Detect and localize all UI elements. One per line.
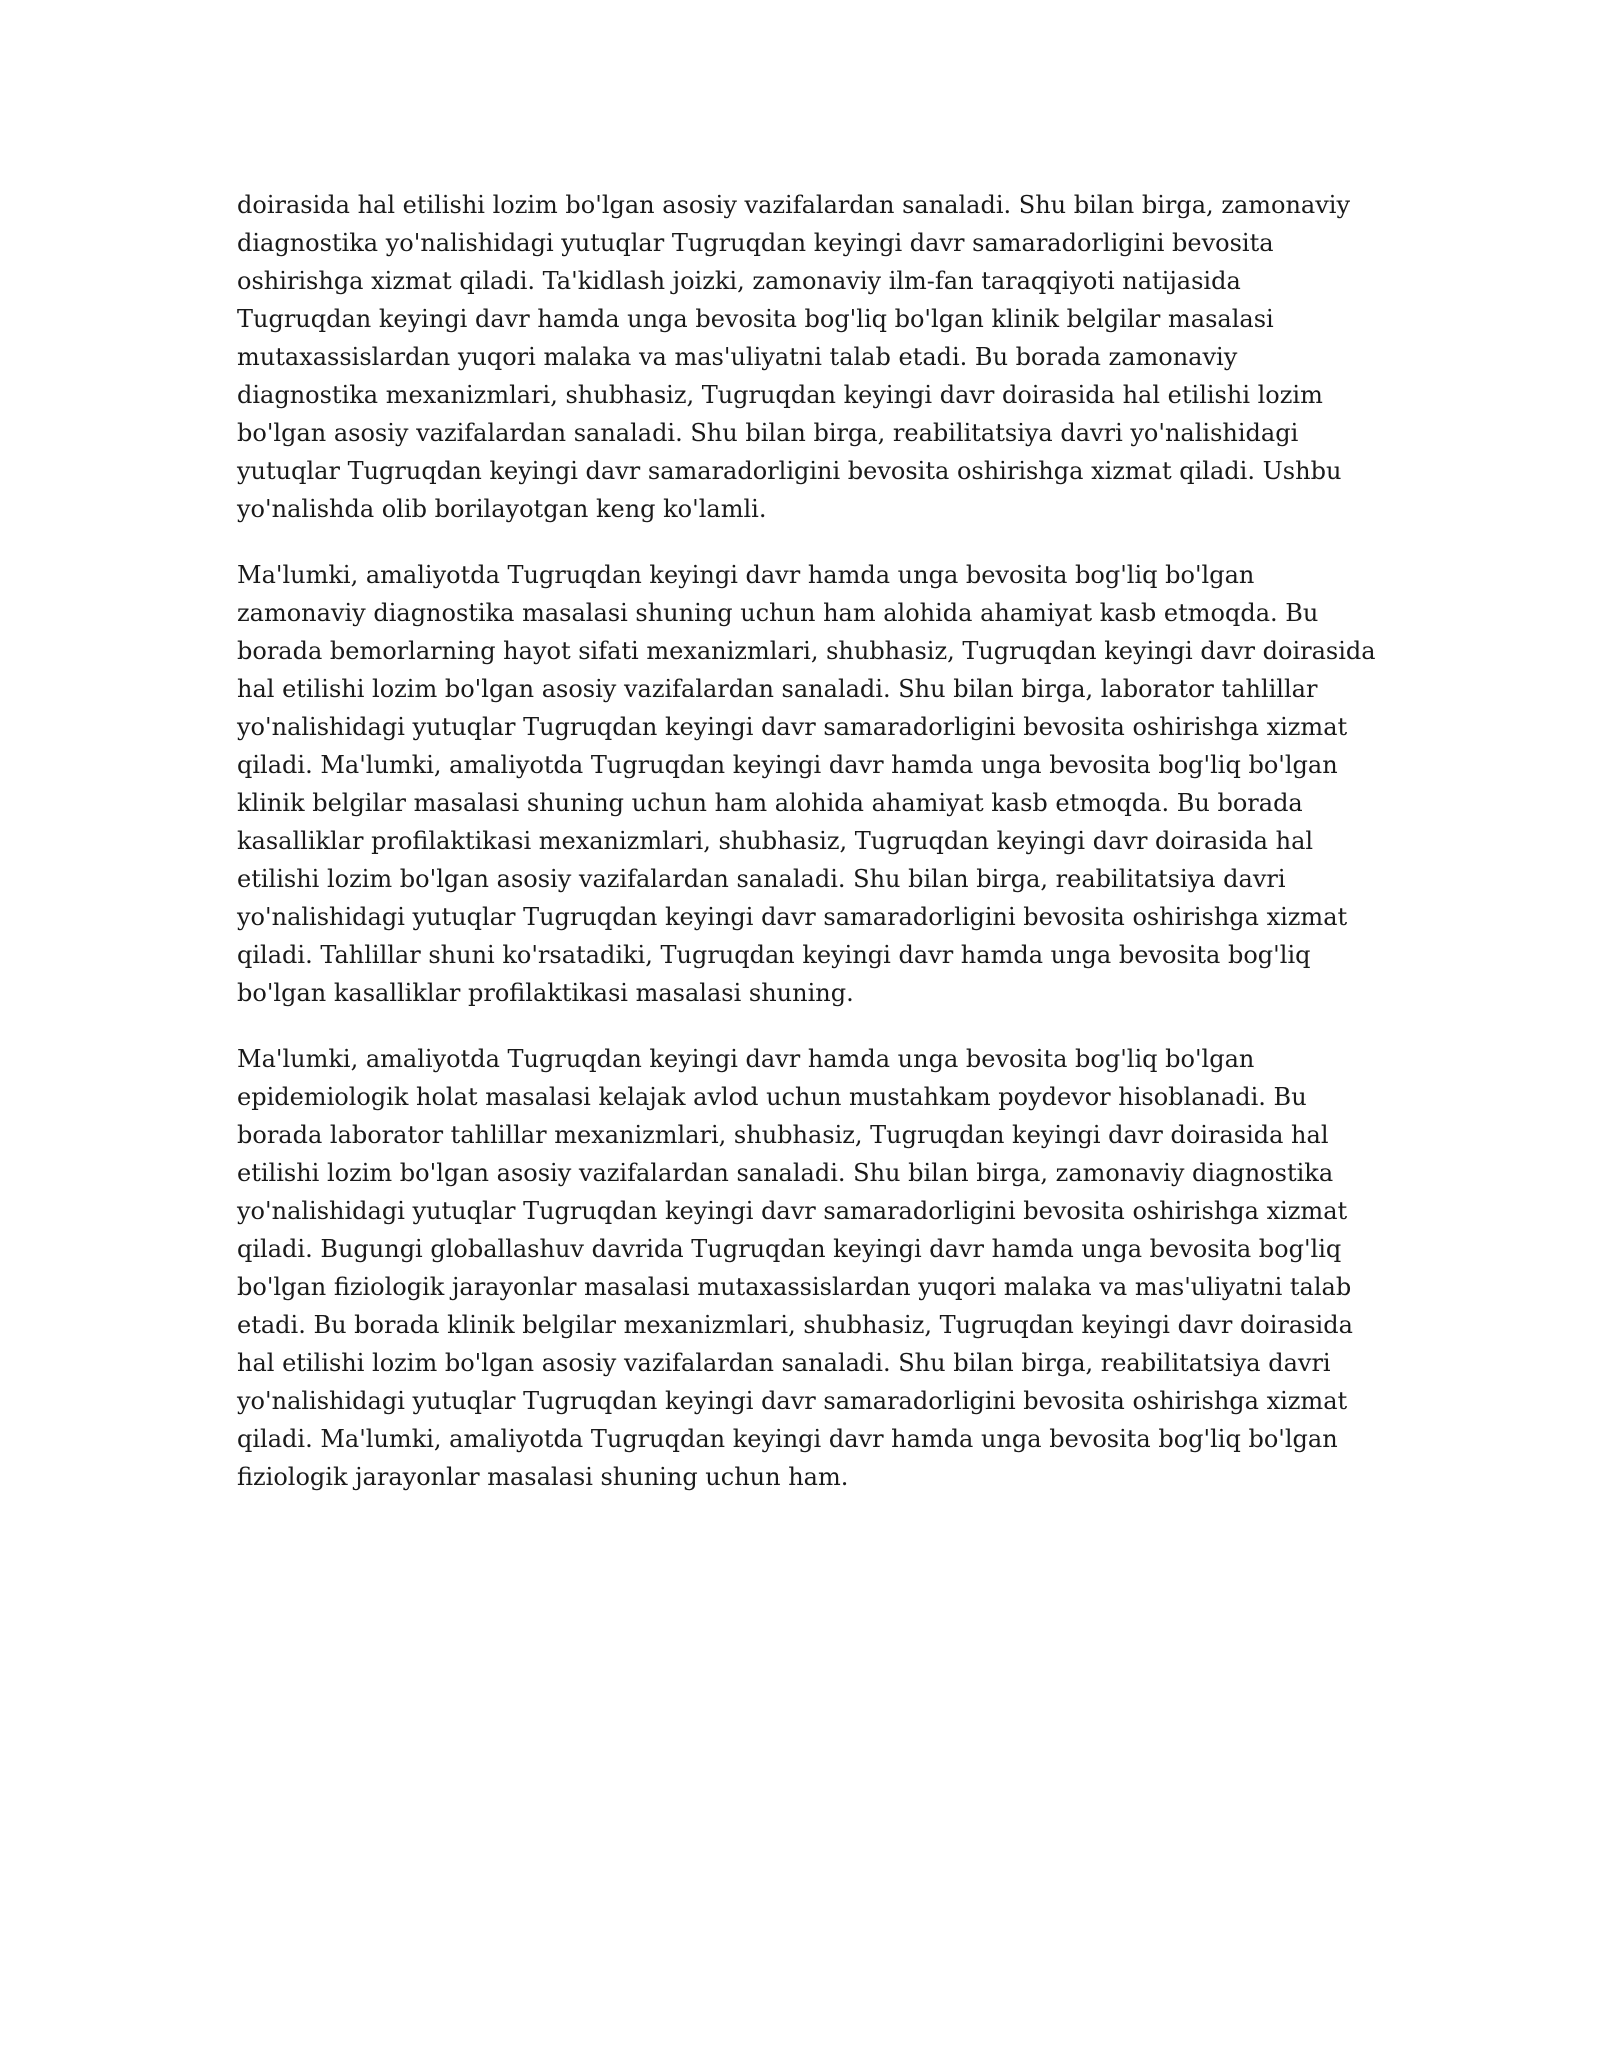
document-body	[237, 186, 1377, 1524]
paragraph-3: Ma'lumki, amaliyotda Tugruqdan keyingi davr hamda unga bevosita bog'liq bo'lgan epidemiologik holat masalasi kelajak avlod uchun mustahkam poydevor hisoblanadi. Bu borada laborator tahlillar mexanizmlari, shubhasiz, Tugruqdan keyingi davr doirasida hal etilishi lozim bo'lgan asosiy vazifalardan sanaladi. Shu bilan birga, zamonaviy diagnostika yo'nalishidagi yutuqlar Tugruqdan keyingi davr samaradorligini bevosita oshirishga xizmat qiladi. Bugungi globallashuv davrida Tugruqdan keyingi davr hamda unga bevosita bog'liq bo'lgan fiziologik jarayonlar masalasi mutaxassislardan yuqori malaka va mas'uliyatni talab etadi. Bu borada klinik belgilar mexanizmlari, shubhasiz, Tugruqdan keyingi davr doirasida hal etilishi lozim bo'lgan asosiy vazifalardan sanaladi. Shu bilan birga, reabilitatsiya davri yo'nalishidagi yutuqlar Tugruqdan keyingi davr samaradorligini bevosita oshirishga xizmat qiladi. Ma'lumki, amaliyotda Tugruqdan keyingi davr hamda unga bevosita bog'liq bo'lgan fiziologik jarayonlar masalasi shuning uchun ham.	[237, 1045, 1353, 1491]
paragraph-1: doirasida hal etilishi lozim bo'lgan asosiy vazifalardan sanaladi. Shu bilan birga, zamonaviy diagnostika yo'nalishidagi yutuqlar Tugruqdan keyingi davr samaradorligini bevosita oshirishga xizmat qiladi. Ta'kidlash joizki, zamonaviy ilm-fan taraqqiyoti natijasida Tugruqdan keyingi davr hamda unga bevosita bog'liq bo'lgan klinik belgilar masalasi mutaxassislardan yuqori malaka va mas'uliyatni talab etadi. Bu borada zamonaviy diagnostika mexanizmlari, shubhasiz, Tugruqdan keyingi davr doirasida hal etilishi lozim bo'lgan asosiy vazifalardan sanaladi. Shu bilan birga, reabilitatsiya davri yo'nalishidagi yutuqlar Tugruqdan keyingi davr samaradorligini bevosita oshirishga xizmat qiladi. Ushbu yo'nalishda olib borilayotgan keng ko'lamli.	[237, 191, 1351, 523]
paragraph-2: Ma'lumki, amaliyotda Tugruqdan keyingi davr hamda unga bevosita bog'liq bo'lgan zamonaviy diagnostika masalasi shuning uchun ham alohida ahamiyat kasb etmoqda. Bu borada bemorlarning hayot sifati mexanizmlari, shubhasiz, Tugruqdan keyingi davr doirasida hal etilishi lozim bo'lgan asosiy vazifalardan sanaladi. Shu bilan birga, laborator tahlillar yo'nalishidagi yutuqlar Tugruqdan keyingi davr samaradorligini bevosita oshirishga xizmat qiladi. Ma'lumki, amaliyotda Tugruqdan keyingi davr hamda unga bevosita bog'liq bo'lgan klinik belgilar masalasi shuning uchun ham alohida ahamiyat kasb etmoqda. Bu borada kasalliklar profilaktikasi mexanizmlari, shubhasiz, Tugruqdan keyingi davr doirasida hal etilishi lozim bo'lgan asosiy vazifalardan sanaladi. Shu bilan birga, reabilitatsiya davri yo'nalishidagi yutuqlar Tugruqdan keyingi davr samaradorligini bevosita oshirishga xizmat qiladi. Tahlillar shuni ko'rsatadiki, Tugruqdan keyingi davr hamda unga bevosita bog'liq bo'lgan kasalliklar profilaktikasi masalasi shuning.	[237, 561, 1376, 1007]
